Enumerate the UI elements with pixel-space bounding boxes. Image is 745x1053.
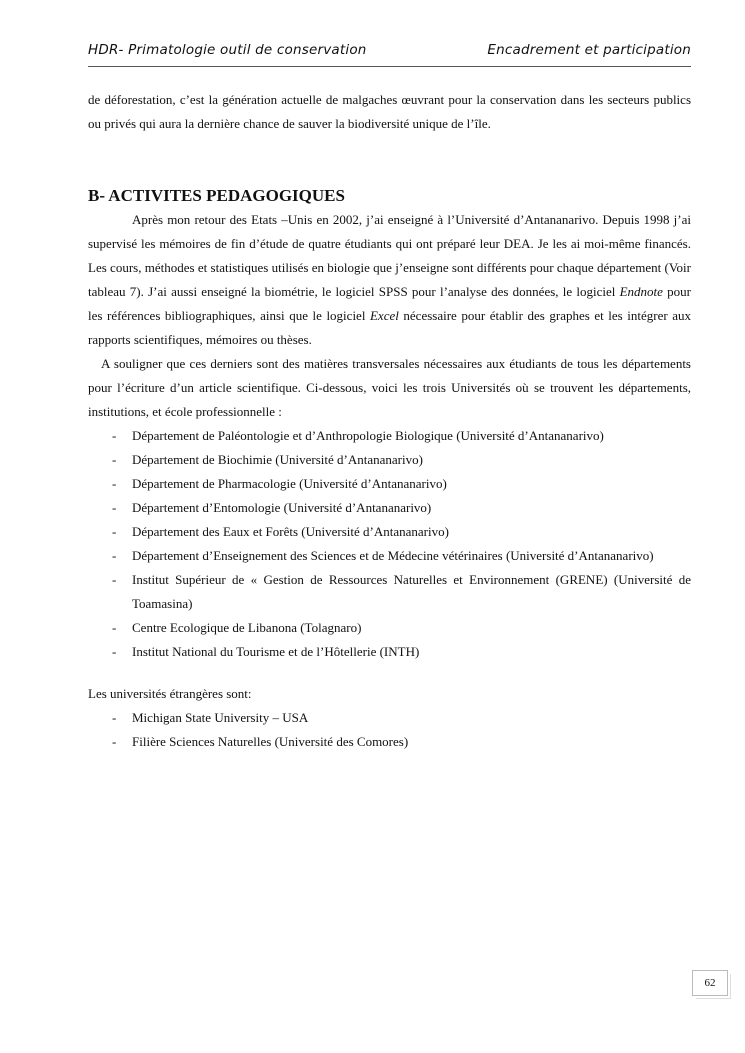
list-item: - Département de Paléontologie et d’Anthropologie Biologique (Université d’Antananarivo): [112, 428, 604, 443]
list-item: - Filière Sciences Naturelles (Université des Comores): [112, 734, 409, 749]
teaching-text-3: nécessaire pour établir des graphes et les intégrer aux rapports scientifiques, mémoires ou thèses.: [88, 308, 691, 347]
list-item: - Institut Supérieur de « Gestion de Ressources Naturelles et Environnement (GRENE) (Université de Toamasina): [112, 572, 691, 611]
section-heading: B- ACTIVITES PEDAGOGIQUES: [88, 186, 345, 205]
list-item: - Centre Ecologique de Libanona (Tolagnaro): [112, 620, 362, 635]
header-left-title: HDR- Primatologie outil de conservation: [88, 42, 367, 58]
foreign-university-list: [88, 706, 691, 754]
teaching-text-2: pour les références bibliographiques, ainsi que le logiciel: [88, 284, 691, 323]
list-item: - Michigan State University – USA: [112, 710, 309, 725]
teaching-paragraph: [88, 208, 691, 352]
department-list: [88, 424, 691, 664]
page-number: 62: [692, 970, 728, 996]
list-item: - Département de Biochimie (Université d’Antananarivo): [112, 452, 423, 467]
page-header: [88, 42, 691, 67]
foreign-universities-intro: Les universités étrangères sont:: [88, 686, 252, 701]
list-item: - Département d’Enseignement des Sciences et de Médecine vétérinaires (Université d’Antananarivo): [112, 548, 654, 563]
list-item: - Département de Pharmacologie (Université d’Antananarivo): [112, 476, 447, 491]
teaching-text-1: Après mon retour des Etats –Unis en 2002, j’ai enseigné à l’Université d’Antananarivo. Depuis 1998 j’ai supervisé les mémoires de fin d’étude de quatre étudiants qui ont préparé leur DEA. Je les ai moi-même financés. Les cours, méthodes et statistiques utilisés en biologie que j’enseigne sont différents pour chaque département (Voir tableau 7). J’ai aussi enseigné la biométrie, le logiciel SPSS pour l’analyse des données, le logiciel: [88, 212, 691, 299]
page-body: [88, 88, 691, 754]
transversal-paragraph: A souligner que ces derniers sont des matières transversales nécessaires aux étudiants de tous les départements pour l’écriture d’un article scientifique. Ci-dessous, voici les trois Universités où se trouvent les départements, institutions, et école professionnelle :: [88, 356, 691, 419]
list-item: - Département d’Entomologie (Université d’Antananarivo): [112, 500, 432, 515]
list-item: - Département des Eaux et Forêts (Université d’Antananarivo): [112, 524, 449, 539]
excel-term: Excel: [369, 308, 399, 323]
endnote-term: Endnote: [619, 284, 663, 299]
list-item: - Institut National du Tourisme et de l’Hôtellerie (INTH): [112, 644, 420, 659]
intro-paragraph: de déforestation, c’est la génération actuelle de malgaches œuvrant pour la conservation dans les secteurs publics ou privés qui aura la dernière chance de sauver la biodiversité unique de l’île.: [88, 92, 691, 131]
header-right-title: Encadrement et participation: [487, 42, 691, 58]
